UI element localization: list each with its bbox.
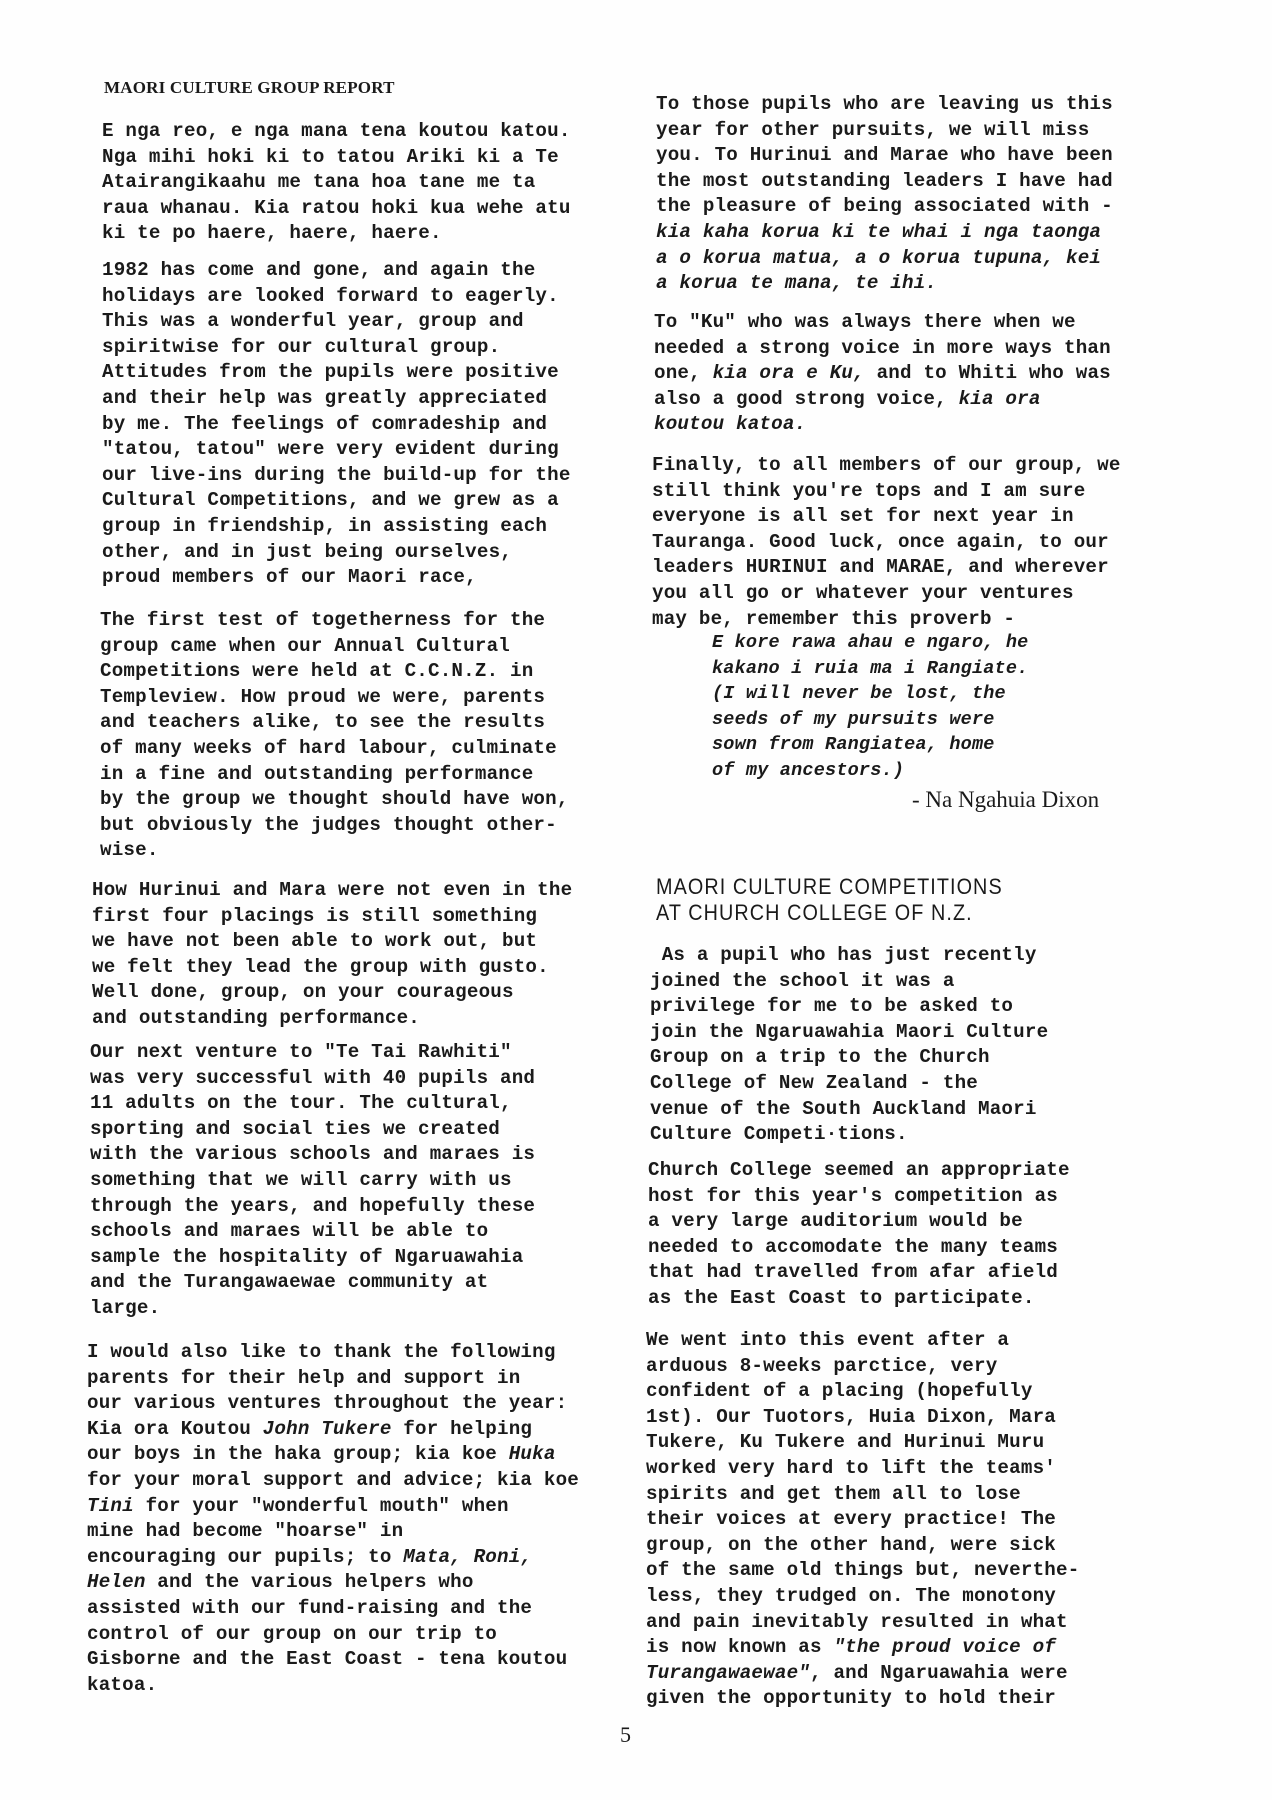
text-line: ki te po haere, haere, haere.: [102, 222, 442, 245]
text-line: [652, 453, 1121, 479]
text-span: leaders HURINUI and MARAE, and wherever: [652, 556, 1109, 579]
text-line: Well done, group, on your courageous: [92, 981, 514, 1004]
text-line: but obviously the judges thought other-: [100, 813, 557, 836]
text-line: [656, 118, 1113, 144]
text-span: encouraging our pupils; to: [87, 1545, 404, 1568]
text-line: [652, 555, 1121, 581]
text-line: 1982 has come and gone, and again the: [102, 259, 536, 281]
text-line: schools and maraes will be able to: [90, 1220, 489, 1243]
text-span: I would also like to thank the following: [87, 1341, 556, 1363]
text-line: Attitudes from the pupils were positive: [102, 361, 559, 384]
report-title: MAORI CULTURE GROUP REPORT: [104, 78, 395, 97]
text-span: the most outstanding leaders I have had: [656, 169, 1113, 192]
text-span: everyone is all set for next year in: [652, 505, 1074, 528]
text-line: [646, 1379, 1079, 1405]
text-line: [652, 504, 1121, 530]
text-line: [656, 220, 1113, 246]
text-line: first four placings is still something: [92, 904, 538, 927]
italic-text: Mata, Roni,: [403, 1545, 533, 1568]
text-span: Tauranga. Good luck, once again, to our: [652, 530, 1109, 553]
text-span: katoa.: [87, 1673, 158, 1696]
text-line: [648, 1184, 1070, 1210]
text-span: their voices at every practice! The: [646, 1508, 1057, 1531]
italic-text: kia kaha korua ki te whai i nga taonga: [656, 220, 1102, 243]
paragraph-first-test: [100, 608, 569, 864]
text-span: host for this year's competition as: [648, 1184, 1059, 1207]
text-line: [646, 1328, 1079, 1354]
text-span: As a pupil who has just recently: [650, 944, 1037, 966]
text-span: year for other pursuits, we will miss: [656, 118, 1090, 141]
text-line: by me. The feelings of comradeship and: [102, 412, 548, 435]
text-line: sown from Rangiatea, home: [712, 734, 995, 756]
text-line: [654, 387, 1111, 413]
text-span: one,: [654, 362, 713, 385]
text-line: by the group we thought should have won,: [100, 788, 569, 811]
text-line: [652, 479, 1121, 505]
paragraph-ku: [654, 310, 1111, 438]
text-span: Culture Competi·tions.: [650, 1123, 908, 1146]
paragraph-thanks: [87, 1340, 579, 1698]
text-span: parents for their help and support in: [87, 1366, 521, 1389]
paragraph-1982: [102, 258, 571, 591]
text-line: sample the hospitality of Ngaruawahia: [90, 1245, 524, 1268]
text-line: [646, 1584, 1079, 1610]
text-span: is now known as: [646, 1636, 834, 1659]
text-span: still think you're tops and I am sure: [652, 479, 1086, 502]
text-span: the pleasure of being associated with -: [656, 195, 1113, 218]
text-span: spirits and get them all to lose: [646, 1482, 1021, 1505]
signature: - Na Ngahuia Dixon: [912, 787, 1100, 812]
italic-text: Turangawaewae": [646, 1661, 811, 1684]
text-span: venue of the South Auckland Maori: [650, 1097, 1037, 1120]
text-line: wise.: [100, 839, 159, 862]
text-line: [646, 1507, 1079, 1533]
text-span: as the East Coast to participate.: [648, 1286, 1035, 1309]
text-span: needed to accomodate the many teams: [648, 1235, 1059, 1258]
text-line: holidays are looked forward to eagerly.: [102, 284, 559, 307]
text-line: [654, 412, 1111, 438]
text-span: 1st). Our Tuotors, Huia Dixon, Mara: [646, 1405, 1057, 1428]
italic-text: koutou katoa.: [654, 413, 807, 436]
text-line: [656, 194, 1113, 220]
text-line: Our next venture to "Te Tai Rawhiti": [90, 1041, 512, 1063]
paragraph-greeting: [102, 119, 571, 247]
text-line: [646, 1405, 1079, 1431]
text-line: group came when our Annual Cultural: [100, 634, 511, 657]
text-line: [87, 1570, 579, 1596]
text-span: you all go or whatever your ventures: [652, 581, 1074, 604]
paragraph-leaving-pupils: [656, 92, 1113, 297]
text-line: This was a wonderful year, group and: [102, 310, 524, 333]
text-span: , and Ngaruawahia were: [810, 1661, 1068, 1684]
proverb: [712, 630, 1028, 784]
text-line: How Hurinui and Mara were not even in the: [92, 879, 573, 901]
text-line: our live-ins during the build-up for the: [102, 463, 571, 486]
text-line: [650, 943, 1048, 969]
text-span: and to Whiti who was: [864, 362, 1111, 385]
text-line: was very successful with 40 pupils and: [90, 1066, 536, 1089]
text-line: [87, 1494, 579, 1520]
text-line: [648, 1209, 1070, 1235]
text-span: group, on the other hand, were sick: [646, 1533, 1057, 1556]
text-span: you. To Hurinui and Marae who have been: [656, 144, 1113, 167]
italic-text: Helen: [87, 1571, 146, 1594]
competitions-title: [656, 874, 1003, 926]
text-line: [654, 361, 1111, 387]
text-line: we felt they lead the group with gusto.: [92, 955, 549, 978]
text-line: and their help was greatly appreciated: [102, 386, 548, 409]
text-line: [646, 1635, 1079, 1661]
text-line: [646, 1661, 1079, 1687]
text-span: confident of a placing (hopefully: [646, 1380, 1033, 1403]
text-line: [87, 1622, 579, 1648]
text-line: and the Turangawaewae community at: [90, 1271, 489, 1294]
paragraph-church-college: [648, 1158, 1070, 1312]
text-line: [646, 1610, 1079, 1636]
text-line: E nga reo, e nga mana tena koutou katou.: [102, 120, 571, 142]
text-line: [87, 1366, 579, 1392]
text-span: joined the school it was a: [650, 969, 955, 992]
text-span: also a good strong voice,: [654, 387, 959, 410]
text-line: [656, 143, 1113, 169]
text-line: [648, 1286, 1070, 1312]
italic-text: kia ora: [958, 387, 1041, 410]
text-line: in a fine and outstanding performance: [100, 762, 534, 785]
text-line: Atairangikaahu me tana hoa tane me ta: [102, 171, 536, 194]
text-span: given the opportunity to hold their: [646, 1687, 1057, 1710]
text-line: [654, 310, 1111, 336]
text-line: sporting and social ties we created: [90, 1117, 501, 1140]
text-line: AT CHURCH COLLEGE OF N.Z.: [656, 900, 973, 925]
text-line: "tatou, tatou" were very evident during: [102, 438, 559, 461]
text-line: [87, 1647, 579, 1673]
text-span: our various ventures throughout the year:: [87, 1392, 568, 1415]
text-span: Church College seemed an appropriate: [648, 1159, 1070, 1181]
text-span: for helping: [391, 1417, 533, 1440]
text-line: [646, 1533, 1079, 1559]
text-line: [646, 1558, 1079, 1584]
text-line: [656, 246, 1113, 272]
text-line: and teachers alike, to see the results: [100, 711, 546, 734]
text-span: needed a strong voice in more ways than: [654, 336, 1111, 359]
text-line: Cultural Competitions, and we grew as a: [102, 489, 559, 512]
text-line: Nga mihi hoki ki to tatou Ariki ki a Te: [102, 145, 559, 168]
text-span: for your "wonderful mouth" when: [133, 1494, 509, 1517]
text-span: of the same old things but, neverthe-: [646, 1559, 1080, 1582]
text-span: Group on a trip to the Church: [650, 1046, 990, 1069]
text-line: seeds of my pursuits were: [712, 708, 995, 730]
text-line: [87, 1596, 579, 1622]
text-line: [652, 581, 1121, 607]
text-span: may be, remember this proverb -: [652, 607, 1016, 630]
text-line: raua whanau. Kia ratou hoki kua wehe atu: [102, 196, 571, 219]
italic-text: a o korua matua, a o korua tupuna, kei: [656, 246, 1102, 269]
text-span: To those pupils who are leaving us this: [656, 93, 1113, 115]
text-span: To "Ku" who was always there when we: [654, 311, 1076, 333]
text-line: 11 adults on the tour. The cultural,: [90, 1092, 512, 1115]
text-span: assisted with our fund-raising and the: [87, 1596, 533, 1619]
text-line: with the various schools and maraes is: [90, 1143, 536, 1166]
text-line: spiritwise for our cultural group.: [102, 335, 501, 358]
text-line: we have not been able to work out, but: [92, 930, 538, 953]
text-line: group in friendship, in assisting each: [102, 514, 548, 537]
paragraph-event: [646, 1328, 1079, 1712]
text-line: [656, 92, 1113, 118]
text-line: [87, 1391, 579, 1417]
text-line: [650, 994, 1048, 1020]
text-line: [652, 530, 1121, 556]
text-line: [646, 1686, 1079, 1712]
text-line: and outstanding performance.: [92, 1006, 421, 1029]
text-line: Competitions were held at C.C.N.Z. in: [100, 660, 534, 683]
text-line: of many weeks of hard labour, culminate: [100, 736, 557, 759]
text-span: Gisborne and the East Coast - tena koutou: [87, 1648, 568, 1671]
text-span: worked very hard to lift the teams': [646, 1456, 1057, 1479]
text-span: College of New Zealand - the: [650, 1071, 979, 1094]
text-line: [650, 1071, 1048, 1097]
italic-text: Tini: [87, 1494, 134, 1517]
text-line: proud members of our Maori race,: [102, 566, 477, 589]
text-line: of my ancestors.): [712, 759, 905, 781]
text-span: that had travelled from afar afield: [648, 1261, 1059, 1284]
text-span: and pain inevitably resulted in what: [646, 1610, 1068, 1633]
text-line: MAORI CULTURE COMPETITIONS: [656, 874, 1003, 899]
text-line: [87, 1519, 579, 1545]
text-line: [656, 271, 1113, 297]
text-line: [654, 336, 1111, 362]
text-span: Kia ora Koutou: [87, 1417, 263, 1440]
paragraph-new-pupil: [650, 943, 1048, 1148]
text-span: We went into this event after a: [646, 1329, 1010, 1351]
text-line: through the years, and hopefully these: [90, 1194, 536, 1217]
text-line: (I will never be lost, the: [712, 683, 1006, 705]
text-line: [650, 1122, 1048, 1148]
italic-text: John Tukere: [262, 1417, 392, 1440]
italic-text: Huka: [508, 1443, 556, 1466]
text-line: [87, 1340, 579, 1366]
italic-text: kia ora e Ku,: [712, 362, 865, 385]
page-number: 5: [620, 1722, 631, 1747]
text-line: [650, 969, 1048, 995]
text-line: [646, 1456, 1079, 1482]
text-span: mine had become "hoarse" in: [87, 1520, 404, 1543]
text-span: privilege for me to be asked to: [650, 995, 1014, 1018]
text-line: something that we will carry with us: [90, 1168, 512, 1191]
text-line: [648, 1235, 1070, 1261]
text-line: [650, 1045, 1048, 1071]
text-line: [646, 1354, 1079, 1380]
text-span: Tukere, Ku Tukere and Hurinui Muru: [646, 1431, 1045, 1454]
paragraph-te-tai-rawhiti: [90, 1040, 535, 1322]
text-span: less, they trudged on. The monotony: [646, 1584, 1057, 1607]
text-line: E kore rawa ahau e ngaro, he: [712, 632, 1029, 653]
text-line: other, and in just being ourselves,: [102, 540, 513, 563]
text-line: Templeview. How proud we were, parents: [100, 685, 546, 708]
text-line: [648, 1158, 1070, 1184]
text-line: large.: [90, 1296, 161, 1319]
text-line: [87, 1442, 579, 1468]
paragraph-hurinui-mara: [92, 878, 572, 1032]
italic-text: "the proud voice of: [833, 1636, 1057, 1659]
text-span: our boys in the haka group; kia koe: [87, 1443, 509, 1466]
text-line: kakano i ruia ma i Rangiate.: [712, 657, 1029, 679]
text-span: Finally, to all members of our group, we: [652, 454, 1121, 476]
text-span: and the various helpers who: [145, 1571, 474, 1594]
text-line: [648, 1260, 1070, 1286]
text-span: arduous 8-weeks parctice, very: [646, 1354, 998, 1377]
text-line: [87, 1545, 579, 1571]
text-line: [652, 607, 1121, 633]
text-span: join the Ngaruawahia Maori Culture: [650, 1020, 1049, 1043]
text-line: [656, 169, 1113, 195]
text-line: The first test of togetherness for the: [100, 609, 546, 631]
text-line: [646, 1430, 1079, 1456]
text-line: [87, 1468, 579, 1494]
text-line: [646, 1482, 1079, 1508]
paragraph-finally: [652, 453, 1121, 632]
text-line: [87, 1417, 579, 1443]
text-span: a very large auditorium would be: [648, 1210, 1023, 1233]
text-line: [650, 1097, 1048, 1123]
italic-text: a korua te mana, te ihi.: [656, 272, 938, 295]
text-line: [650, 1020, 1048, 1046]
text-line: [87, 1673, 579, 1699]
text-span: for your moral support and advice; kia koe: [87, 1468, 580, 1491]
text-span: control of our group on our trip to: [87, 1622, 498, 1645]
